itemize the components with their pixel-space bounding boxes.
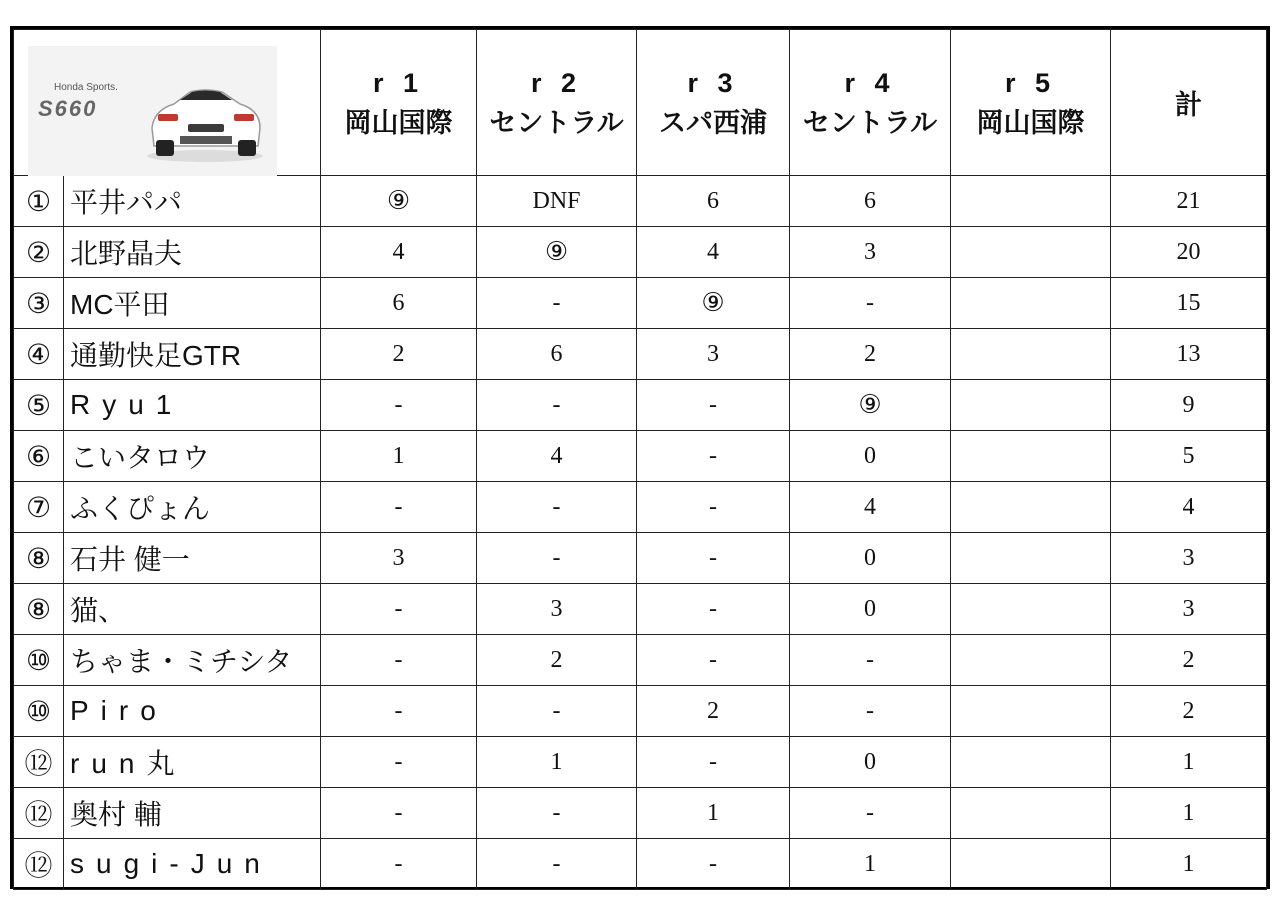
- rank-cell: ⑤: [14, 380, 64, 431]
- rank-cell: ⑧: [14, 533, 64, 584]
- points-cell-r5: [951, 176, 1111, 227]
- table-row: [14, 635, 1267, 686]
- rank-cell: ①: [14, 176, 64, 227]
- points-cell-r4: 0: [790, 533, 951, 584]
- points-cell-r2: -: [477, 278, 637, 329]
- points-cell-r5: [951, 839, 1111, 890]
- logo-cell: [14, 30, 321, 176]
- driver-name-cell: 石井 健一: [64, 533, 321, 584]
- driver-name-cell: 猫、: [64, 584, 321, 635]
- rank-cell: ②: [14, 227, 64, 278]
- points-cell-r4: 6: [790, 176, 951, 227]
- rank-cell: ⑫: [14, 839, 64, 890]
- points-cell-r5: [951, 635, 1111, 686]
- logo-model: S660: [38, 96, 98, 121]
- race-round: r 5: [1004, 67, 1057, 98]
- points-cell-r4: -: [790, 278, 951, 329]
- points-cell-r1: -: [321, 737, 477, 788]
- points-cell-r3: 1: [637, 788, 790, 839]
- points-cell-r5: [951, 431, 1111, 482]
- header-row: [14, 30, 1267, 176]
- points-cell-r4: 0: [790, 431, 951, 482]
- points-cell-r2: 1: [477, 737, 637, 788]
- rank-cell: ⑫: [14, 788, 64, 839]
- table-row: [14, 839, 1267, 890]
- points-cell-r3: -: [637, 533, 790, 584]
- driver-name-cell: run丸: [64, 737, 321, 788]
- points-cell-r1: -: [321, 686, 477, 737]
- points-cell-r2: -: [477, 839, 637, 890]
- table-row: [14, 278, 1267, 329]
- points-cell-r3: 6: [637, 176, 790, 227]
- points-cell-r4: 3: [790, 227, 951, 278]
- race-round: r 1: [372, 67, 425, 98]
- total-points-cell: 5: [1111, 431, 1267, 482]
- points-cell-r4: 4: [790, 482, 951, 533]
- points-cell-r2: 3: [477, 584, 637, 635]
- points-cell-r3: -: [637, 431, 790, 482]
- total-points-cell: 1: [1111, 737, 1267, 788]
- points-cell-r5: [951, 686, 1111, 737]
- points-cell-r1: ⑨: [321, 176, 477, 227]
- table-row: [14, 686, 1267, 737]
- total-points-cell: 13: [1111, 329, 1267, 380]
- points-cell-r1: 1: [321, 431, 477, 482]
- table-row: [14, 584, 1267, 635]
- points-cell-r2: 6: [477, 329, 637, 380]
- total-points-cell: 2: [1111, 635, 1267, 686]
- race-header-r4: [790, 30, 951, 176]
- total-points-cell: 3: [1111, 533, 1267, 584]
- car-icon: [140, 70, 270, 165]
- race-header-r1: [321, 30, 477, 176]
- standings-table: [13, 29, 1267, 890]
- points-cell-r1: -: [321, 584, 477, 635]
- points-cell-r5: [951, 278, 1111, 329]
- table-row: [14, 329, 1267, 380]
- race-round: r 2: [530, 67, 583, 98]
- points-cell-r2: -: [477, 482, 637, 533]
- standings-body: [14, 176, 1267, 890]
- points-cell-r1: -: [321, 482, 477, 533]
- race-header-r2: [477, 30, 637, 176]
- points-cell-r3: -: [637, 584, 790, 635]
- points-cell-r1: -: [321, 380, 477, 431]
- table-row: [14, 431, 1267, 482]
- points-cell-r2: -: [477, 533, 637, 584]
- points-cell-r2: 2: [477, 635, 637, 686]
- race-venue: セントラル: [489, 107, 624, 138]
- points-cell-r5: [951, 584, 1111, 635]
- points-cell-r5: [951, 533, 1111, 584]
- rank-cell: ⑩: [14, 686, 64, 737]
- rank-cell: ⑧: [14, 584, 64, 635]
- points-cell-r3: 2: [637, 686, 790, 737]
- points-cell-r5: [951, 227, 1111, 278]
- rank-cell: ⑩: [14, 635, 64, 686]
- rank-cell: ⑦: [14, 482, 64, 533]
- points-cell-r2: DNF: [477, 176, 637, 227]
- rank-cell: ③: [14, 278, 64, 329]
- driver-name-cell: Ryu1: [64, 380, 321, 431]
- rank-cell: ④: [14, 329, 64, 380]
- table-row: [14, 176, 1267, 227]
- points-cell-r3: -: [637, 380, 790, 431]
- total-points-cell: 15: [1111, 278, 1267, 329]
- s660-logo-image: [28, 46, 277, 176]
- points-cell-r4: 0: [790, 584, 951, 635]
- points-cell-r1: 3: [321, 533, 477, 584]
- points-cell-r3: -: [637, 635, 790, 686]
- race-round: r 3: [687, 67, 739, 98]
- points-cell-r5: [951, 737, 1111, 788]
- points-cell-r3: ⑨: [637, 278, 790, 329]
- table-row: [14, 380, 1267, 431]
- race-round: r 4: [844, 67, 896, 98]
- driver-name-cell: ちゃま・ミチシタ: [64, 635, 321, 686]
- driver-name-cell: こいタロウ: [64, 431, 321, 482]
- points-cell-r3: -: [637, 482, 790, 533]
- total-points-cell: 1: [1111, 788, 1267, 839]
- driver-name-cell: 通勤快足GTR: [64, 329, 321, 380]
- total-points-cell: 20: [1111, 227, 1267, 278]
- points-cell-r4: -: [790, 788, 951, 839]
- points-cell-r4: 2: [790, 329, 951, 380]
- points-cell-r2: 4: [477, 431, 637, 482]
- points-cell-r2: -: [477, 686, 637, 737]
- total-points-cell: 1: [1111, 839, 1267, 890]
- race-header-r5: [951, 30, 1111, 176]
- points-cell-r3: -: [637, 839, 790, 890]
- points-cell-r5: [951, 482, 1111, 533]
- race-venue: 岡山国際: [976, 107, 1085, 138]
- table-row: [14, 227, 1267, 278]
- table-row: [14, 533, 1267, 584]
- race-venue: セントラル: [802, 107, 938, 138]
- driver-name-cell: sugi-Jun: [64, 839, 321, 890]
- points-cell-r2: -: [477, 380, 637, 431]
- logo-brand: Honda Sports.: [54, 82, 118, 93]
- points-cell-r5: [951, 788, 1111, 839]
- total-points-cell: 4: [1111, 482, 1267, 533]
- points-cell-r4: 1: [790, 839, 951, 890]
- points-cell-r4: 0: [790, 737, 951, 788]
- points-cell-r1: 2: [321, 329, 477, 380]
- total-points-cell: 2: [1111, 686, 1267, 737]
- points-cell-r4: -: [790, 686, 951, 737]
- points-cell-r4: -: [790, 635, 951, 686]
- points-cell-r5: [951, 329, 1111, 380]
- driver-name-cell: ふくぴょん: [64, 482, 321, 533]
- race-header-r3: [637, 30, 790, 176]
- points-cell-r1: 6: [321, 278, 477, 329]
- race-venue: 岡山国際: [344, 107, 453, 138]
- points-cell-r1: -: [321, 788, 477, 839]
- points-cell-r1: 4: [321, 227, 477, 278]
- table-row: [14, 482, 1267, 533]
- driver-name-cell: 北野晶夫: [64, 227, 321, 278]
- points-cell-r2: -: [477, 788, 637, 839]
- driver-name-cell: 奥村 輔: [64, 788, 321, 839]
- driver-name-cell: Piro: [64, 686, 321, 737]
- points-cell-r3: 4: [637, 227, 790, 278]
- total-points-cell: 9: [1111, 380, 1267, 431]
- standings-table-frame: [10, 26, 1270, 889]
- table-row: [14, 737, 1267, 788]
- rank-cell: ⑫: [14, 737, 64, 788]
- points-cell-r3: 3: [637, 329, 790, 380]
- race-venue: スパ西浦: [659, 107, 767, 138]
- points-cell-r1: -: [321, 635, 477, 686]
- points-cell-r3: -: [637, 737, 790, 788]
- total-header: 計: [1111, 30, 1267, 176]
- points-cell-r2: ⑨: [477, 227, 637, 278]
- rank-cell: ⑥: [14, 431, 64, 482]
- total-points-cell: 21: [1111, 176, 1267, 227]
- table-row: [14, 788, 1267, 839]
- driver-name-cell: 平井パパ: [64, 176, 321, 227]
- total-points-cell: 3: [1111, 584, 1267, 635]
- points-cell-r4: ⑨: [790, 380, 951, 431]
- points-cell-r5: [951, 380, 1111, 431]
- driver-name-cell: MC平田: [64, 278, 321, 329]
- points-cell-r1: -: [321, 839, 477, 890]
